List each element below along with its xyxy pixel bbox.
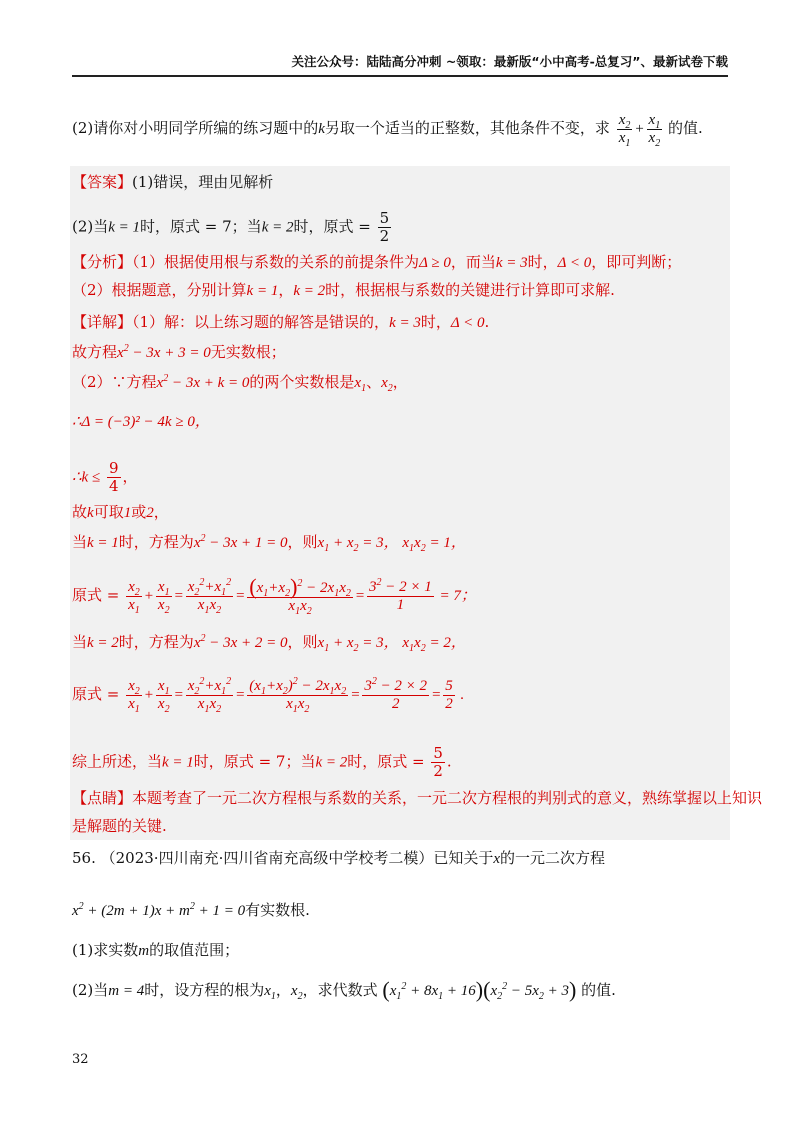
detail-l6a: 故	[72, 503, 88, 521]
detail-l9a: 当	[72, 633, 88, 651]
detail-l6f: 2	[146, 505, 154, 521]
page-number: 32	[72, 1052, 89, 1067]
q56-x2: $x_2$	[290, 983, 303, 1002]
q2-k: k	[318, 120, 325, 137]
q56-intro-a: 56. （2023·四川南充·四川省南充高级中学校考二模）已知关于	[72, 849, 494, 867]
detail-l3-x2: $x_2$	[381, 375, 393, 394]
analysis-l2c: ，	[278, 281, 294, 299]
q56-part-2	[72, 977, 616, 1002]
detail-line-5	[72, 460, 138, 495]
detail-l10-expression: $\frac{x_2}{x_1}$ + $\frac{x_1}{x_2}$ = $\frac{x_2^2+x_1^2}{x_1x_2}$ = $\frac{(x_1+x_2)^2 - 2x_1x_2}{x_1x_2}$ = $\frac{3^2 - 2 \times 2}{2}$ = $\frac{5}{2}$	[128, 676, 453, 715]
q2-suffix: 的值.	[667, 118, 703, 137]
detail-l9d: ，则	[287, 633, 318, 651]
q56-equation: $x^2 + (2m + 1)x + m^2 + 1 = 0$	[72, 901, 246, 919]
answer-fraction: $\frac{5}{2}$	[379, 209, 390, 245]
detail-line-3: （2）∵方程$x^2 - 3x + k = 0$的两个实数根是$x_1$、$x_2$，	[72, 373, 408, 394]
detail-l2-equation: $x^2 - 3x + 3 = 0$	[117, 343, 211, 361]
detail-line-9	[72, 632, 466, 653]
q56-p1-m: m	[138, 943, 150, 959]
detail-l9e: = 3，	[362, 635, 399, 651]
detail-l5-fraction: $\frac{9}{4}$	[108, 459, 119, 495]
analysis-line-2	[72, 280, 615, 301]
detail-l7f: = 1，	[429, 535, 466, 551]
detail-l7e: = 3，	[362, 535, 399, 551]
detail-l9-equation: $x^2 - 3x + 2 = 0$	[193, 633, 288, 651]
detail-l9f: = 2，	[429, 635, 466, 651]
q56-x1: $x_1$	[264, 983, 276, 1002]
answer-txt2: 时，原式 =	[293, 217, 371, 236]
detail-l11d: k = 2	[315, 754, 348, 771]
q56-part-1	[72, 940, 239, 961]
analysis-l2a: （2）根据题意，分别计算	[72, 281, 247, 299]
page-header: 关注公众号：陆陆高分冲刺 ~领取：最新版“小中高考-总复习”、最新试卷下载	[72, 52, 728, 77]
detail-l11c: 时，原式 = 7；当	[193, 752, 316, 771]
detail-l6g: ，	[153, 503, 169, 521]
detail-l3c: 、	[366, 373, 382, 391]
detail-l9-sum: $x_1 + x_2$	[317, 635, 359, 654]
q56-p2a: (2)当	[72, 981, 109, 999]
answer-txt1: 时，原式 = 7；当	[140, 217, 262, 236]
q56-p1b: 的取值范围；	[149, 941, 240, 959]
detail-l7c: 时，方程为	[118, 533, 194, 551]
detail-l9b: k = 2	[87, 635, 119, 651]
q2-expression: $\frac{x_2}{x_1}$ + $\frac{x_1}{x_2}$	[618, 112, 661, 149]
q56-x: x	[493, 851, 501, 867]
analysis-l2e: 时，根据根与系数的关键进行计算即可求解.	[325, 281, 615, 299]
detail-l11f: .	[446, 752, 452, 771]
detail-l7d: ，则	[287, 533, 318, 551]
detail-l1a: （1）解：以上练习题的解答是错误的，	[132, 313, 390, 331]
comment-tag: 【点睛】	[72, 789, 133, 807]
detail-l1e: .	[484, 313, 490, 331]
q56-p1a: (1)求实数	[72, 941, 139, 959]
analysis-tag: 【分析】	[72, 253, 133, 271]
q56-intro	[72, 848, 605, 869]
detail-line-10	[72, 678, 464, 713]
detail-l11-fraction: $\frac{5}{2}$	[433, 744, 443, 780]
q56-intro-b: 的一元二次方程	[500, 849, 606, 867]
q56-p2c: 时，设方程的根为	[144, 981, 265, 999]
detail-l10-label: 原式 =	[72, 684, 120, 703]
analysis-l1a: （1）根据使用根与系数的关系的前提条件为	[132, 253, 420, 271]
detail-l11b: k = 1	[162, 754, 194, 771]
detail-l10-tail: .	[460, 686, 465, 703]
detail-l11e: 时，原式 =	[347, 752, 425, 771]
detail-l7b: k = 1	[87, 535, 119, 551]
detail-l6b: k	[87, 505, 94, 521]
q56-eq-tail: 有实数根.	[245, 901, 310, 919]
answer-line-1	[72, 172, 273, 192]
detail-line-6	[72, 502, 169, 523]
q2-prefix: (2)请你对小明同学所编的练习题中的	[72, 118, 319, 137]
analysis-l1e: 时，	[527, 253, 558, 271]
answer-part1: (1)错误，理由见解析	[132, 173, 274, 191]
analysis-l1d: k = 3	[495, 255, 528, 271]
analysis-l2d: k = 2	[293, 283, 326, 299]
answer-part2-prefix: (2)当	[72, 217, 109, 236]
detail-l3a: （2）∵方程	[72, 373, 157, 391]
analysis-l1f: Δ < 0	[557, 255, 592, 271]
comment-line-2: 是解题的关键.	[72, 817, 167, 835]
detail-l6d: 1	[123, 505, 132, 521]
q2-middle: 另取一个适当的正整数，其他条件不变，求	[324, 118, 610, 137]
q56-equation-line	[72, 900, 310, 921]
detail-l3-equation: $x^2 - 3x + k = 0$	[156, 373, 250, 391]
answer-line-2	[72, 210, 393, 245]
detail-l7-sum: $x_1 + x_2$	[317, 535, 359, 554]
detail-l3-x1: $x_1$	[354, 375, 367, 394]
detail-l5a: ∴k ≤	[72, 469, 101, 486]
detail-l1b: k = 3	[389, 315, 421, 331]
detail-l1d: Δ < 0	[450, 315, 485, 331]
analysis-l2b: k = 1	[246, 283, 279, 299]
detail-l11a: 综上所述，当	[72, 752, 163, 771]
detail-l5b: ，	[122, 467, 138, 486]
analysis-l1b: Δ ≥ 0	[419, 255, 451, 271]
detail-line-4: ∴Δ = (−3)² − 4k ≥ 0，	[72, 414, 210, 430]
q56-p2f: 的值.	[581, 981, 616, 999]
detail-l6e: 或	[131, 503, 147, 521]
detail-l9c: 时，方程为	[118, 633, 194, 651]
answer-eq2: k = 2	[261, 219, 294, 236]
detail-line-7	[72, 532, 466, 553]
comment-text-1: 本题考查了一元二次方程根与系数的关系，一元二次方程根的判别式的意义，熟练掌握以上知识	[132, 789, 763, 807]
q56-p2d: ，	[275, 981, 291, 999]
analysis-l1c: ，而当	[450, 253, 496, 271]
detail-line-1	[72, 312, 489, 333]
detail-tag: 【详解】	[72, 313, 133, 331]
detail-l2b: 无实数根；	[210, 343, 286, 361]
q56-algebraic-expression: $(x_1^2 + 8x_1 + 16)(x_2^2 - 5x_2 + 3)$	[382, 977, 577, 1002]
detail-l1c: 时，	[420, 313, 451, 331]
detail-l7a: 当	[72, 533, 88, 551]
detail-line-11	[72, 745, 452, 780]
detail-l7-equation: $x^2 - 3x + 1 = 0$	[193, 533, 288, 551]
question-2	[72, 112, 703, 147]
q56-p2b: m = 4	[108, 983, 145, 999]
detail-line-2	[72, 342, 286, 363]
analysis-l1g: ，即可判断；	[591, 253, 682, 271]
detail-l7-product: $x_1x_2$	[398, 535, 426, 554]
answer-tag: 【答案】	[72, 173, 133, 191]
analysis-line-1	[72, 252, 681, 273]
detail-l8-expression: $\frac{x_2}{x_1}$ + $\frac{x_1}{x_2}$ = $\frac{x_2^2+x_1^2}{x_1x_2}$ = $\frac{(x_1+x_2)^2 - 2x_1x_2}{x_1x_2}$ = $\frac{3^2 - 2 \times 1}{1}$	[128, 574, 432, 617]
detail-l2a: 故方程	[72, 343, 118, 361]
answer-eq1: k = 1	[108, 219, 141, 236]
q56-p2e: ，求代数式	[302, 981, 378, 999]
detail-l8-label: 原式 =	[72, 585, 120, 604]
detail-l3b: 的两个实数根是	[249, 373, 355, 391]
detail-l8-tail: = 7；	[439, 587, 476, 604]
detail-l9-product: $x_1x_2$	[398, 635, 426, 654]
comment-line-1	[72, 788, 762, 808]
detail-l6c: 可取	[93, 503, 124, 521]
detail-line-8	[72, 574, 476, 617]
